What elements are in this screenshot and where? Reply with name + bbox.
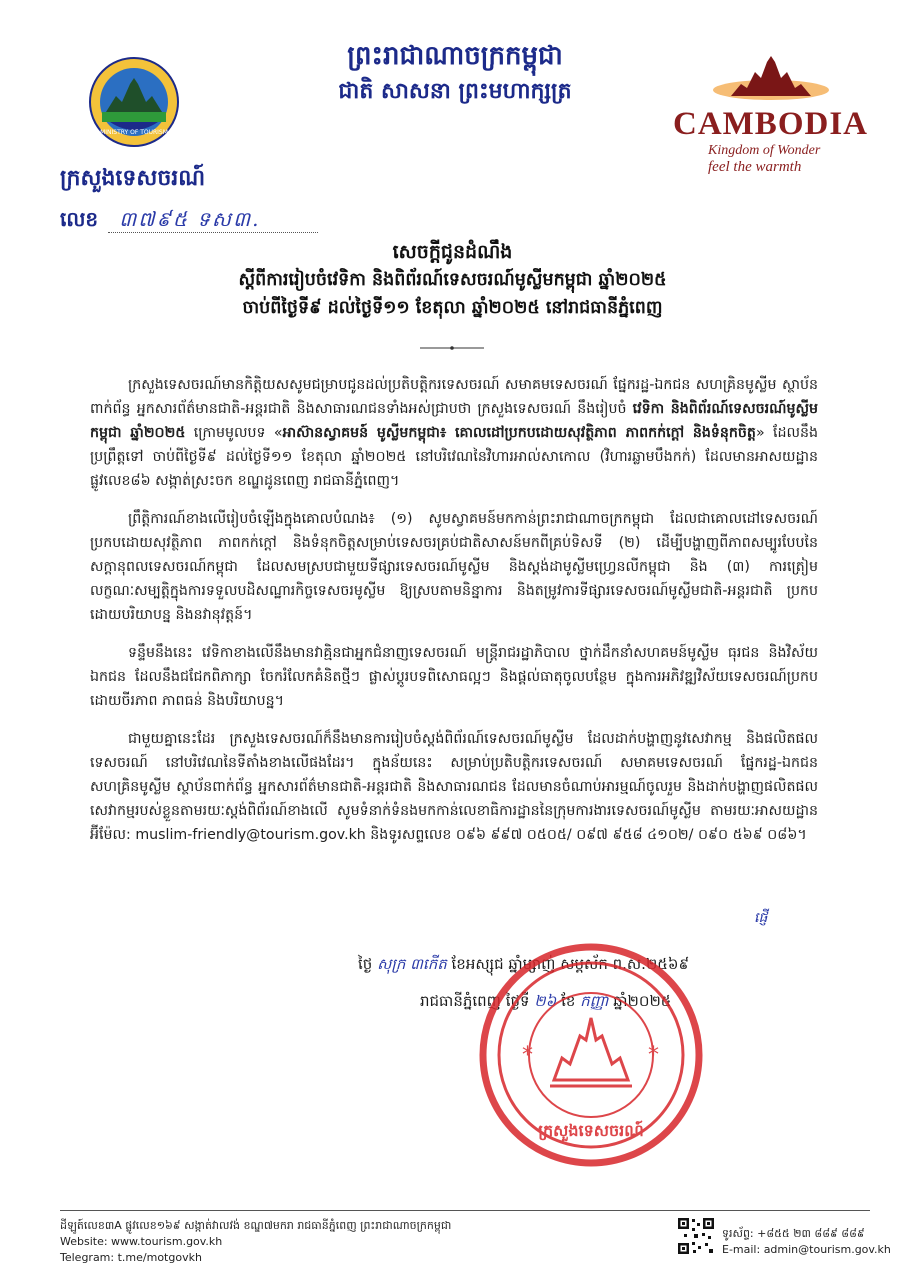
national-motto: ជាតិ សាសនា ព្រះមហាក្សត្រ: [338, 77, 572, 104]
event-name: វេទិកា និងពិព័រណ៍ទេសចរណ៍មូស្លីមកម្ពុជា ឆ្នាំ២០២៥: [90, 401, 818, 441]
seal-text: ក្រសួងទេសចរណ៍: [538, 1121, 644, 1140]
solar-day-handwritten: ២៦: [534, 992, 557, 1010]
brand-word: CAMBODIA: [673, 106, 868, 142]
paragraph-3: ទន្ទឹមនឹងនេះ វេទិកាខាងលើនឹងមានវាគ្មិនជាអ្នកជំនាញទេសចរណ៍ មន្ត្រីរាជរដ្ឋាភិបាល ថ្នាក់ដឹកនាំសហគមន៍មូស្លីម ធុរជន និងវិស័យឯកជន ដែលនឹងជជែកពិភាក្សា ចែករំលែកគំនិតថ្មីៗ ផ្លាស់ប្តូរបទពិសោធល្អៗ និងផ្តល់ធាតុចូលបន្ថែម ក្នុងការអភិវឌ្ឍវិស័យទេសចរណ៍ប្រកបដោយចីរភាព ភាពធន់ និងបរិយាបន្ន។: [90, 645, 818, 709]
paragraph-1: ក្រសួងទេសចរណ៍មានកិត្តិយសសូមជម្រាបជូនដល់ប្រតិបត្តិករទេសចរណ៍ សមាគមទេសចរណ៍ ផ្នែករដ្ឋ-ឯកជន សហគ្រិនមូស្លីម ស្ថាប័នពាក់ព័ន្ធ អ្នកសារព័ត៌មានជាតិ-អន្តរជាតិ និងសាធារណជនទាំងអស់ជ្រាបថា ក្រសួងទេសចរណ៍ នឹងរៀបចំ វេទិកា និងពិព័រណ៍ទេសចរណ៍មូស្លីមកម្ពុជា ឆ្នាំ២០២៥ ក្រោមមូលបទ «អាស៊ានស្វាគមន៍ មូស្លីមកម្ពុជា៖ គោលដៅប្រកបដោយសុវត្ថិភាព ភាពកក់ក្តៅ និងទំនុកចិត្ត» ដែលនឹងប្រព្រឹត្តទៅ ចាប់ពីថ្ងៃទី៩ ដល់ថ្ងៃទី១១ ខែតុលា ឆ្នាំ២០២៥ នៅបរិវេណនៃវិហារអាល់សាកោល (វិហារឆ្លាមបឹងកក់) ដែលមានអាសយដ្ឋានផ្លូវលេខ៨៦ សង្កាត់ស្រះចក ខណ្ឌដូនពេញ រាជធានីភ្នំពេញ។: [90, 377, 819, 489]
reference-number: [60, 206, 260, 236]
issuing-ministry: ក្រសួងទេសចរណ៍: [60, 165, 206, 191]
kingdom-title: ព្រះរាជាណាចក្រកម្ពុជា: [347, 41, 563, 71]
svg-text:*: *: [522, 1043, 533, 1068]
footer-telegram[interactable]: Telegram: t.me/motgovkh: [60, 1251, 202, 1264]
brand-tagline-warmth: feel the warmth: [708, 159, 802, 175]
reference-dotted-line: [108, 232, 318, 233]
cambodia-brand-logo: [668, 54, 873, 176]
angkor-silhouette-icon: [711, 54, 831, 100]
notice-title: [90, 238, 815, 322]
solar-month-handwritten: កញ្ញា: [580, 992, 609, 1010]
notice-body: [90, 373, 818, 861]
title-divider-ornament: [420, 346, 484, 350]
paragraph-4: ជាមួយគ្នានេះដែរ ក្រសួងទេសចរណ៍ក៏នឹងមានការរៀបចំស្តង់ពិព័រណ៍ទេសចរណ៍មូស្លីម ដែលដាក់បង្ហាញនូវសេវាកម្ម និងផលិតផលទេសចរណ៍ នៅបរិវេណនៃទីតាំងខាងលើផងដែរ។ ក្នុងន័យនេះ សម្រាប់ប្រតិបត្តិករទេសចរណ៍ សមាគមទេសចរណ៍ ផ្នែករដ្ឋ-ឯកជន សហគ្រិនមូស្លីម ស្ថាប័នពាក់ព័ន្ធ អ្នកសារព័ត៌មានជាតិ-អន្តរជាតិ និងសាធារណជន ដែលមានចំណាប់អារម្មណ៍ចូលរួម និងដាក់បង្ហាញផលិតផល សេវាកម្មរបស់ខ្លួនតាមរយៈស្តង់ពិព័រណ៍ខាងលើ សូមទំនាក់ទំនងមកកាន់លេខាធិការដ្ឋាននៃក្រុមការងារទេសចរណ៍មូស្លីម តាមរយៈអាសយដ្ឋានអ៊ីម៉ែល: muslim-friendly@tourism.gov.kh និងទូរសព្ទលេខ ០៩៦ ៩៩៧ ០៥០៥/ ០៩៧ ៩៥៨ ៤១០២/ ០៩០ ៥៦៩ ០៨៦។: [90, 731, 818, 843]
letterhead-kingdom: [250, 38, 660, 108]
reference-value: ៣៧៩៥ ទស៣.: [119, 207, 261, 231]
footer-divider: [60, 1210, 870, 1211]
lunar-date: ថ្ងៃ សុក្រ ៣កើត ខែអស្សុជ ឆ្នាំម្សាញ់ សប្តស័ក ព.ស.២៥៦៩: [358, 955, 690, 973]
footer-email[interactable]: E-mail: admin@tourism.gov.kh: [722, 1243, 891, 1256]
paragraph-2: ព្រឹត្តិការណ៍ខាងលើរៀបចំឡើងក្នុងគោលបំណង៖ (១) សូមស្វាគមន៍មកកាន់ព្រះរាជាណាចក្រកម្ពុជា ដែលជាគោលដៅទេសចរណ៍ ប្រកបដោយសុវត្ថិភាព ភាពកក់ក្តៅ និងទំនុកចិត្តសម្រាប់ទេសចរគ្រប់ជាតិសាសន៍មកពីគ្រប់ទិសទី (២) ដើម្បីបង្ហាញពីភាពសម្បូរបែបនៃសក្តានុពលទេសចរណ៍កម្ពុជា ដែលសមស្របជាមួយទីផ្សារទេសចរណ៍មូស្លីម និងស្តង់ដាមូស្លីមហ្វ្រេនលីកម្ពុជា និង (៣) ការត្រៀមលក្ខណៈសម្បត្តិក្នុងការទទួលបដិសណ្ឋារកិច្ចទេសចរមូស្លីម ឱ្យស្របតាមនិន្នាការ និងតម្រូវការទីផ្សារទេសចរណ៍មូស្លីមជាតិ-អន្តរជាតិ ប្រកបដោយបរិយាបន្ន និងនវានុវត្តន៍។: [90, 511, 818, 623]
footer-contact-left: [60, 1218, 451, 1266]
solar-date: រាជធានីភ្នំពេញ ថ្ងៃទី ២៦ ខែ កញ្ញា ឆ្នាំ២០២៥: [420, 992, 672, 1010]
footer-address: ដីឡូត៍លេខ៣A ផ្លូវលេខ១៦៩ សង្កាត់វាលវង់ ខណ្ឌ៧មករា រាជធានីភ្នំពេញ ព្រះរាជាណាចក្រកម្ពុជា: [60, 1219, 452, 1232]
svg-text:*: *: [648, 1043, 659, 1068]
event-theme: អាស៊ានស្វាគមន៍ មូស្លីមកម្ពុជា៖ គោលដៅប្រកបដោយសុវត្ថិភាព ភាពកក់ក្តៅ និងទំនុកចិត្ត: [282, 425, 756, 441]
handwritten-annotation: ផ្ញើ: [754, 910, 768, 926]
ministry-of-tourism-logo: [88, 56, 180, 152]
lunar-date-handwritten: សុក្រ ៣កើត: [377, 955, 447, 973]
footer-phone: ទូរស័ព្ទ: +៨៥៥ ២៣ ៨៨៩ ៨៨៩: [722, 1227, 865, 1240]
footer-website[interactable]: Website: www.tourism.gov.kh: [60, 1235, 223, 1248]
brand-tagline-kingdom: Kingdom of Wonder: [708, 143, 821, 158]
notice-dates: ចាប់ពីថ្ងៃទី៩ ដល់ថ្ងៃទី១១ ខែតុលា ឆ្នាំ២០២៥ នៅរាជធានីភ្នំពេញ: [242, 297, 663, 318]
ministry-seal-stamp: [476, 940, 706, 1170]
reference-label: លេខ: [60, 207, 99, 231]
notice-subject: ស្តីពីការរៀបចំវេទិកា និងពិព័រណ៍ទេសចរណ៍មូស្លីមកម្ពុជា ឆ្នាំ២០២៥: [238, 270, 667, 291]
footer-contact-right: [722, 1226, 891, 1258]
notice-heading: សេចក្តីជូនដំណឹង: [392, 241, 513, 263]
qr-code-icon[interactable]: [676, 1216, 716, 1256]
logo-caption: MINISTRY OF TOURISM: [100, 129, 168, 136]
